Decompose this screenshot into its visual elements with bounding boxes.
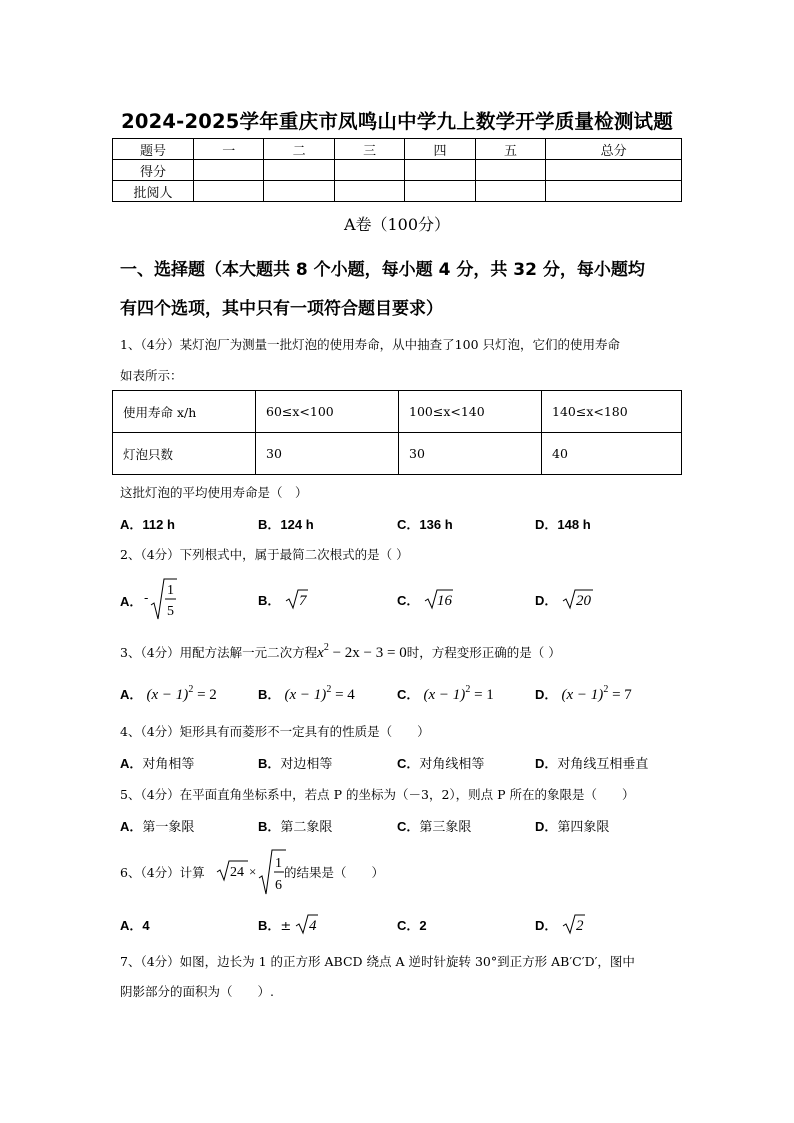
q3-stem (120, 643, 561, 662)
q7-stem-line1: 7、（4分）如图，边长为 1 的正方形 ABCD 绕点 A 逆时针旋转 30°到正方形 AB′C′D′，图中 (120, 954, 635, 969)
q6-radicand: 24 (230, 865, 244, 880)
fraction-numerator: 1 (275, 856, 282, 871)
lifespan-cell: 30 (399, 433, 542, 475)
q4-stem: 4、（4分）矩形具有而菱形不一定具有的性质是（ ） (120, 724, 430, 739)
plus-minus-sign: ± (280, 919, 292, 934)
score-table-row (113, 160, 682, 181)
lifespan-header-cell: 100≤x<140 (399, 391, 542, 433)
q1-option-d[interactable] (535, 514, 591, 533)
score-cell[interactable] (546, 160, 682, 181)
score-cell[interactable] (475, 160, 545, 181)
q5-option-c[interactable] (397, 816, 471, 835)
q5-option-d[interactable] (535, 816, 609, 835)
radicand: 20 (575, 593, 591, 609)
option-label: C． (397, 593, 420, 608)
option-exponent: 2 (603, 684, 609, 695)
option-label: D． (535, 593, 558, 608)
q3-option-a[interactable] (120, 684, 217, 704)
option-label: C． (397, 687, 420, 702)
option-text: 对角相等 (142, 757, 195, 772)
score-cell[interactable] (264, 160, 334, 181)
q1-option-a[interactable] (120, 514, 175, 533)
radicand: 4 (309, 918, 317, 934)
option-label: B． (258, 756, 281, 771)
fraction-denominator: 6 (275, 878, 282, 893)
q2-option-d[interactable] (535, 588, 594, 610)
option-text: 对角线相等 (419, 757, 485, 772)
option-label: B． (258, 593, 281, 608)
q7-stem-line2: 阴影部分的面积为（ ）. (120, 984, 274, 999)
score-cell[interactable] (264, 181, 334, 202)
option-text: 第三象限 (419, 820, 472, 835)
score-table-row (113, 181, 682, 202)
q5-stem: 5、（4分）在平面直角坐标系中，若点 P 的坐标为（－3，2），则点 P 所在的象限是（ ） (120, 787, 635, 802)
q3-option-c[interactable] (397, 684, 494, 704)
q6-option-a[interactable] (120, 915, 150, 934)
minus-sign: - (144, 591, 149, 606)
lifespan-cell: 40 (542, 433, 682, 475)
lifespan-header-cell: 140≤x<180 (542, 391, 682, 433)
score-cell[interactable] (405, 181, 475, 202)
q4-option-a[interactable] (120, 753, 194, 772)
option-text: 148 h (557, 517, 591, 532)
score-table-header-row (113, 139, 682, 160)
q1-option-c[interactable] (397, 514, 453, 533)
option-rhs: = 1 (470, 687, 494, 703)
q1-stem-line1: 1、（4分）某灯泡厂为测量一批灯泡的使用寿命，从中抽查了100 只灯泡，它们的使用寿命 (120, 337, 620, 352)
score-header-cell: 二 (264, 139, 334, 160)
q2-option-c[interactable] (397, 588, 454, 610)
equation-exponent: 2 (323, 642, 329, 653)
q3-suffix: 时，方程变形正确的是（ ） (406, 645, 561, 660)
option-exponent: 2 (465, 684, 471, 695)
option-label: A． (120, 687, 143, 702)
q3-option-d[interactable] (535, 684, 632, 704)
option-label: B． (258, 819, 281, 834)
paper-label: A卷（100分） (343, 215, 451, 234)
option-text: 第四象限 (557, 820, 610, 835)
score-cell[interactable] (194, 181, 264, 202)
radicand: 2 (575, 918, 584, 934)
equation-rest: − 2x − 3 = 0 (328, 645, 407, 661)
score-cell[interactable] (546, 181, 682, 202)
option-text: 第二象限 (280, 820, 333, 835)
q3-option-b[interactable] (258, 684, 355, 704)
lifespan-cell: 灯泡只数 (113, 433, 256, 475)
option-text: 136 h (419, 517, 453, 532)
option-rhs: = 7 (608, 687, 632, 703)
option-label: C． (397, 517, 420, 532)
score-table (112, 138, 682, 202)
option-label: B． (258, 517, 281, 532)
score-row-label: 得分 (113, 160, 194, 181)
option-label: C． (397, 819, 420, 834)
q2-option-b[interactable] (258, 588, 309, 610)
times-sign: × (249, 864, 257, 879)
option-text: 第一象限 (142, 820, 195, 835)
option-label: B． (258, 918, 281, 933)
option-exponent: 2 (188, 684, 194, 695)
option-label: A． (120, 517, 143, 532)
q2-stem: 2、（4分）下列根式中，属于最简二次根式的是（ ） (120, 547, 409, 562)
q6-prefix: 6、（4分）计算 (120, 865, 205, 880)
q6-option-c[interactable] (397, 915, 427, 934)
radical-icon (562, 588, 594, 610)
option-base: (x − 1) (284, 687, 327, 703)
radical-icon (562, 913, 586, 935)
q3-prefix: 3、（4分）用配方法解一元二次方程 (120, 645, 318, 660)
option-exponent: 2 (326, 684, 332, 695)
q4-option-c[interactable] (397, 753, 484, 772)
option-label: D． (535, 517, 558, 532)
option-rhs: = 4 (331, 687, 355, 703)
q5-option-b[interactable] (258, 816, 332, 835)
option-label: A． (120, 918, 143, 933)
option-base: (x − 1) (146, 687, 189, 703)
radical-icon (295, 913, 319, 935)
option-label: B． (258, 687, 281, 702)
lifespan-data-row (113, 433, 682, 475)
score-cell[interactable] (194, 160, 264, 181)
q1-question: 这批灯泡的平均使用寿命是（ ） (120, 485, 308, 500)
q6-option-b[interactable] (258, 913, 319, 935)
radicand: 7 (298, 593, 307, 609)
section-heading-line1: 一、选择题（本大题共 8 个小题，每小题 4 分，共 32 分，每小题均 (120, 260, 645, 280)
lifespan-header-cell: 使用寿命 x/h (113, 391, 256, 433)
score-row-label: 批阅人 (113, 181, 194, 202)
exam-title: 2024-2025学年重庆市凤鸣山中学九上数学开学质量检测试题 (121, 110, 673, 133)
q1-stem-line2: 如表所示： (120, 368, 183, 383)
q6-suffix: 的结果是（ ） (284, 865, 385, 880)
option-text: 4 (142, 918, 150, 933)
option-label: D． (535, 756, 558, 771)
option-label: C． (397, 756, 420, 771)
option-label: A． (120, 594, 143, 609)
score-cell[interactable] (475, 181, 545, 202)
option-label: A． (120, 819, 143, 834)
q3-equation (317, 642, 407, 661)
option-label: D． (535, 918, 558, 933)
score-header-cell: 一 (194, 139, 264, 160)
option-label: A． (120, 756, 143, 771)
radicand: 16 (436, 593, 452, 609)
option-text: 对边相等 (280, 757, 333, 772)
option-label: D． (535, 819, 558, 834)
option-label: D． (535, 687, 558, 702)
section-heading-line2: 有四个选项，其中只有一项符合题目要求） (120, 299, 443, 319)
radical-fraction-icon (150, 575, 178, 625)
equation-x: x (317, 645, 324, 661)
fraction-denominator: 5 (167, 604, 174, 619)
score-header-cell: 三 (334, 139, 404, 160)
q4-option-d[interactable] (535, 753, 648, 772)
option-text: 对角线互相垂直 (557, 757, 649, 772)
score-header-cell: 题号 (113, 139, 194, 160)
option-base: (x − 1) (423, 687, 466, 703)
score-cell[interactable] (405, 160, 475, 181)
radical-icon (424, 588, 454, 610)
score-header-cell: 总分 (546, 139, 682, 160)
lifespan-table (112, 390, 682, 475)
lifespan-header-row (113, 391, 682, 433)
q6-option-d[interactable] (535, 913, 586, 935)
q1-option-b[interactable] (258, 514, 314, 533)
option-text: 124 h (280, 517, 314, 532)
option-text: 2 (419, 918, 427, 933)
option-rhs: = 2 (193, 687, 217, 703)
score-cell[interactable] (334, 160, 404, 181)
option-base: (x − 1) (561, 687, 604, 703)
option-label: C． (397, 918, 420, 933)
lifespan-header-cell: 60≤x<100 (256, 391, 399, 433)
score-cell[interactable] (334, 181, 404, 202)
q4-option-b[interactable] (258, 753, 332, 772)
score-header-cell: 五 (475, 139, 545, 160)
option-text: 112 h (142, 517, 175, 532)
q5-option-a[interactable] (120, 816, 194, 835)
fraction-numerator: 1 (167, 583, 174, 598)
radical-icon (285, 588, 309, 610)
lifespan-cell: 30 (256, 433, 399, 475)
score-header-cell: 四 (405, 139, 475, 160)
